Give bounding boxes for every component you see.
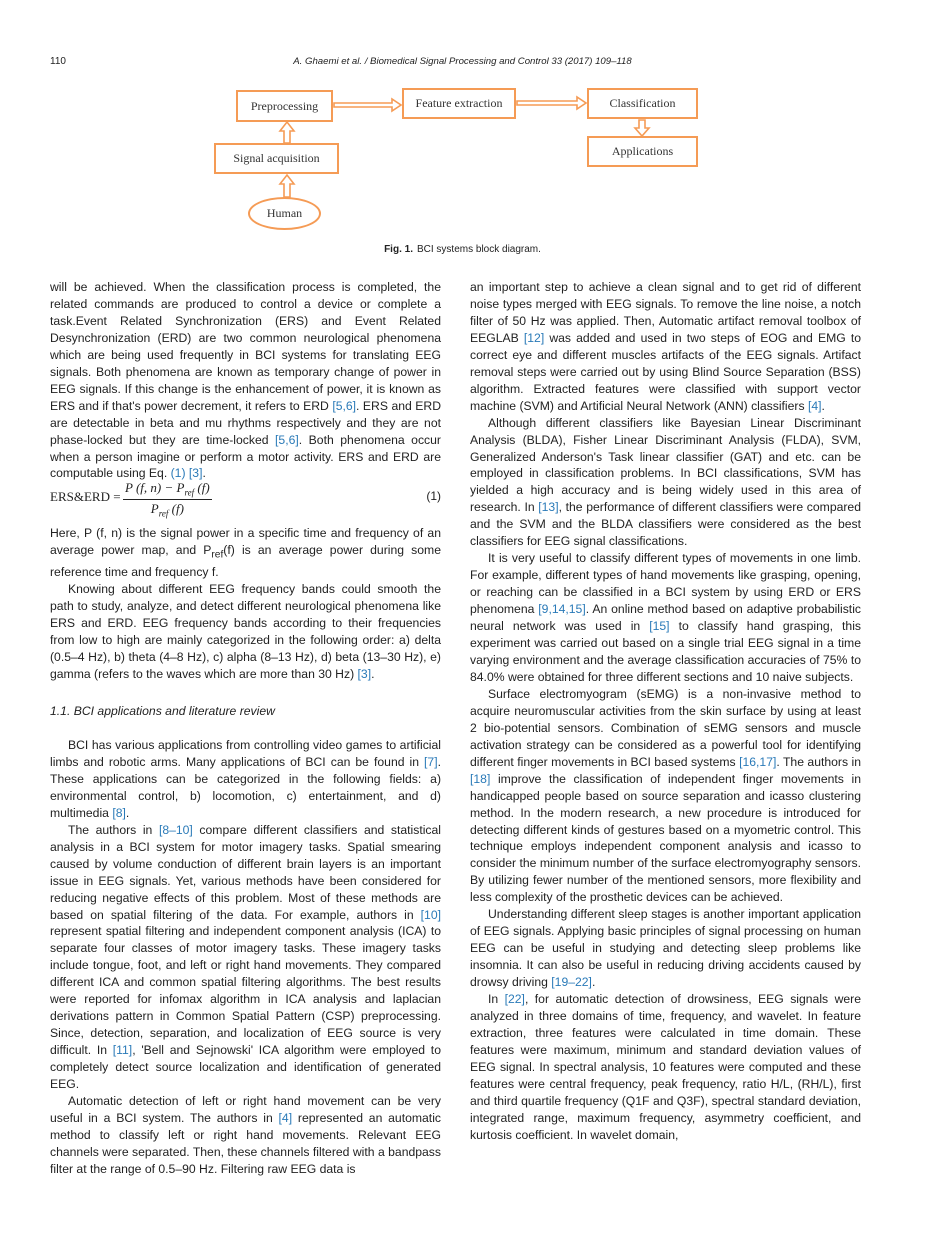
paragraph (470, 550, 861, 686)
text-run: In (488, 992, 505, 1007)
citation-link[interactable]: [4] (807, 398, 822, 413)
paragraph (50, 737, 441, 822)
text-run: The authors in (68, 822, 159, 837)
text-run: . Both phenomena occur when a person imagine or perform a motor activity. ERS and ERD are computable using Eq. (50, 432, 441, 481)
text-run: represented an automatic method to classify left or right hand movements. Relevant EEG channels were separated. Then, these channels filtered with a bandpass filter at the range of 0.5–90 Hz. Filtering raw EEG data is (50, 1110, 441, 1176)
citation-link[interactable]: [13] (538, 500, 559, 515)
text-run: (f) is an average power during some reference time and frequency f. (50, 542, 441, 580)
text-run: , for automatic detection of drowsiness, EEG signals were analyzed in three domains of time, frequency, and wavelet. In feature extraction, three features were calculated in time domain. These features were maximum, minimum and standard deviation values of EEG signal. In spectral analysis, 10 features were computed and these features were central frequency, peak frequency, ratio H/L, (RH/L), first and third quartile frequency (Q1F and Q3F), spectral standard deviation, integrated range, maximum frequency, asymmetry coefficient, and kurtosis coefficient. In wavelet domain, (470, 992, 861, 1142)
paragraph (470, 415, 861, 551)
paragraph (50, 279, 441, 482)
equation-1 (50, 480, 441, 520)
paragraph (470, 686, 861, 906)
node-classification: Classification (587, 88, 698, 119)
text-run: . (821, 398, 825, 413)
citation-link[interactable]: [8] (112, 805, 126, 820)
node-applications: Applications (587, 136, 698, 167)
subscript: ref (211, 549, 224, 561)
citation-link[interactable]: [3] (357, 667, 372, 682)
right-column (470, 279, 861, 1144)
citation-link[interactable]: [9,14,15] (538, 602, 586, 617)
equation-numerator: P (f, $n) - P_{ref}$ (f) (125, 480, 210, 498)
paragraph (470, 991, 861, 1144)
arrow-preprocessing-to-feature (334, 99, 401, 111)
arrow-human-to-signal (280, 175, 294, 197)
text-run: Automatic detection of left or right hand movement can be very useful in a BCI system. The authors in (50, 1094, 441, 1125)
text-run: compare different classifiers and statistical analysis in a BCI system for motor imagery tasks. Spatial smearing caused by volume conduction of different brain layers is an important issue in EEG signals. Yet, various methods have been considered for reducing negative effects of this problem. Most of these methods are based on spatial filtering of the data. For example, authors in (50, 822, 441, 922)
diagram-arrows (0, 0, 925, 270)
citation-link[interactable]: [4] (278, 1110, 293, 1125)
citation-link[interactable]: [15] (649, 619, 670, 634)
citation-link[interactable]: [8–10] (158, 822, 193, 837)
figure-caption (0, 244, 925, 255)
equation-lhs: ERS&ERD = (50, 489, 121, 504)
text-run: was added and used in two steps of EOG and EMG to correct eye and different muscles artifacts of the EEG signals. Artifact removal steps were carried out by using Blind Source Separation (BSS) algorithm. Extracted features were classified with support vector machine (SVM) and Artificial Neural Network (ANN) classifiers (470, 330, 861, 413)
text-run: an important step to achieve a clean signal and to get rid of different noise types merged with EEG signals. To remove the line noise, a notch filter of 50 Hz was applied. Then, Automatic artifact removal toolbox of EEGLAB (470, 280, 861, 345)
paragraph (50, 581, 441, 683)
text-run: Understanding different sleep stages is another important application of EEG signals. Applying basic principles of signal processing on human EEG can be useful in studying and detecting sleep problems like insomnia. It can also be useful in reducing driving accidents caused by drowsy driving (470, 907, 861, 990)
text-run: . (591, 975, 596, 990)
text-run: . ERS and ERD are detectable in beta and mu rhythms respectively and they are not phase-locked but they are time-locked (50, 398, 441, 447)
paragraph (470, 279, 861, 415)
text-run: It is very useful to classify different types of movements in one limb. For example, different types of hand movements like grasping, opening, or reaching can be classified in a BCI system by using ERD or ERS phenomena (470, 551, 861, 617)
arrow-feature-to-classification (517, 97, 586, 109)
text-run: . (371, 667, 375, 682)
caption-text: BCI systems block diagram. (416, 244, 541, 255)
figure-block-diagram (0, 0, 925, 270)
text-run: BCI has various applications from controlling video games to artificial limbs and robotic arms. Many applications of BCI can be found in (50, 738, 441, 769)
text-run: Surface electromyogram (sEMG) is a non-invasive method to acquire neuromuscular activities from the skin surface by using at least 2 bio-potential sensors. Combination of sEMG sensors and muscle activation strategy can be considered as a powerful tool for identifying different finger movements in BCI based systems (470, 686, 861, 769)
left-column-block-2 (50, 525, 441, 683)
arrow-classification-to-applications (635, 120, 649, 136)
citation-link[interactable]: [19–22] (551, 975, 592, 990)
citation-link[interactable]: [5,6] (332, 398, 357, 413)
node-signal-acquisition: Signal acquisition (214, 143, 339, 174)
citation-link[interactable]: (1) (170, 466, 186, 481)
citation-link[interactable]: [22] (504, 992, 525, 1007)
text-run: improve the classification of independent finger movements in handicapped people based on source separation and icasso clustering method. In the modern research, a new procedure is introduced for detecting different kinds of gestures based on a myometric control. This technique employs independent component analysis and icasso to consider the minimum number of the surface electromyography sensors. By utilizing fewer number of the mentioned sensors, more flexibility and less complexity of the prosthetic devices can be achieved. (470, 771, 861, 905)
citation-link[interactable]: [3] (188, 466, 203, 481)
paragraph (50, 525, 441, 581)
citation-link[interactable]: [10] (420, 907, 441, 922)
text-run: , 'Bell and Sejnowski' ICA algorithm were employed to completely detect source localization and identification of generated EEG. (50, 1043, 441, 1092)
caption-label: Fig. 1. (384, 244, 413, 255)
citation-link[interactable]: [16,17] (739, 754, 777, 769)
text-run: . (202, 466, 206, 481)
citation-link[interactable]: [11] (112, 1043, 133, 1058)
text-run: . An online method based on adaptive probabilistic neural network was used in (470, 602, 861, 634)
text-run: to classify hand grasping, this experiment was carried out based on a single trial EEG signal in a time varying environment and the average classification accuracies of 75% to 84.0% were obtained for three different sections and 10 naive subjects. (470, 619, 861, 684)
citation-link[interactable]: [12] (523, 330, 545, 345)
text-run: represent spatial filtering and independent component analysis (ICA) to separate four classes of motor imagery tasks. These imagery tasks include tongue, foot, and left or right hand movements. They compared different ICA and common spatial filtering algorithms. The best results were reported for infomax algorithm in ICA analysis and laplacian derivations pattern in Common Spatial Pattern (CSP) preprocessing. Since, detection, separation, and localization of EEG source is very difficult. In (50, 924, 441, 1058)
text-run: will be achieved. When the classification process is completed, the related commands are produced to control a device or complete a task.Event Related Synchronization (ERS) and Event Related Desynchronization (ERD) are two common neurological phenomena which are being used frequently in BCI systems for translating EEG signals. Both phenomena are known as temporary change of power in EEG signals. If this change is the enhancement of power, it is known as ERS and if that's power decrement, it refers to ERD (50, 280, 441, 413)
citation-link[interactable]: [5,6] (275, 432, 299, 447)
running-header: A. Ghaemi et al. / Biomedical Signal Processing and Control 33 (2017) 109–118 (293, 56, 632, 67)
left-column-block-3 (50, 737, 441, 1178)
text-run: Although different classifiers like Bayesian Linear Discriminant Analysis (BLDA), Fisher Linear Discriminant Analysis (FLDA), SVM, Generalized Anderson's Task linear classifier (GAT) and etc. can be employed in classification problems. In BCI classifications, SVM has yielded a high accuracy and is being widely used in this area of research. In (470, 415, 861, 515)
citation-link[interactable]: [7] (424, 754, 438, 769)
equation-denominator: $P_{ref}$ (f) (150, 500, 184, 519)
left-column-block-1 (50, 279, 441, 482)
text-run: , the performance of different classifiers were compared and the SVM and the BLDA classifiers were considered as the best classifiers for EEG signal classifications. (470, 500, 861, 549)
text-run: . (125, 805, 130, 820)
text-run: . These applications can be categorized in the following fields: a) environmental control, b) locomotion, c) entertainment, and d) multimedia (50, 754, 441, 820)
citation-link[interactable]: [18] (470, 771, 491, 786)
paragraph (50, 1093, 441, 1178)
text-run: Here, P (f, n) is the signal power in a specific time and frequency of an average power map, and P (50, 526, 441, 557)
text-run: . The authors in (776, 754, 862, 769)
arrow-signal-to-preprocessing (280, 122, 294, 143)
text-run: Knowing about different EEG frequency bands could smooth the path to study, analyze, and detect different neurological phenomena like ERS and ERD. EEG frequency bands according to their frequencies from low to high are mainly categorized in the following order: a) delta (0.5–4 Hz), b) theta (4–8 Hz), c) alpha (8–13 Hz), d) beta (13–30 Hz), e) gamma (refers to the waves which are more than 30 Hz) (50, 582, 441, 682)
equation-number: (1) (426, 489, 441, 503)
paragraph (470, 906, 861, 991)
section-heading: 1.1. BCI applications and literature review (50, 704, 275, 718)
page-number: 110 (50, 56, 66, 67)
node-feature-extraction: Feature extraction (402, 88, 516, 119)
equation-fraction (123, 480, 212, 518)
node-preprocessing: Preprocessing (236, 90, 333, 122)
node-human: Human (248, 197, 321, 230)
paragraph (50, 822, 441, 1093)
